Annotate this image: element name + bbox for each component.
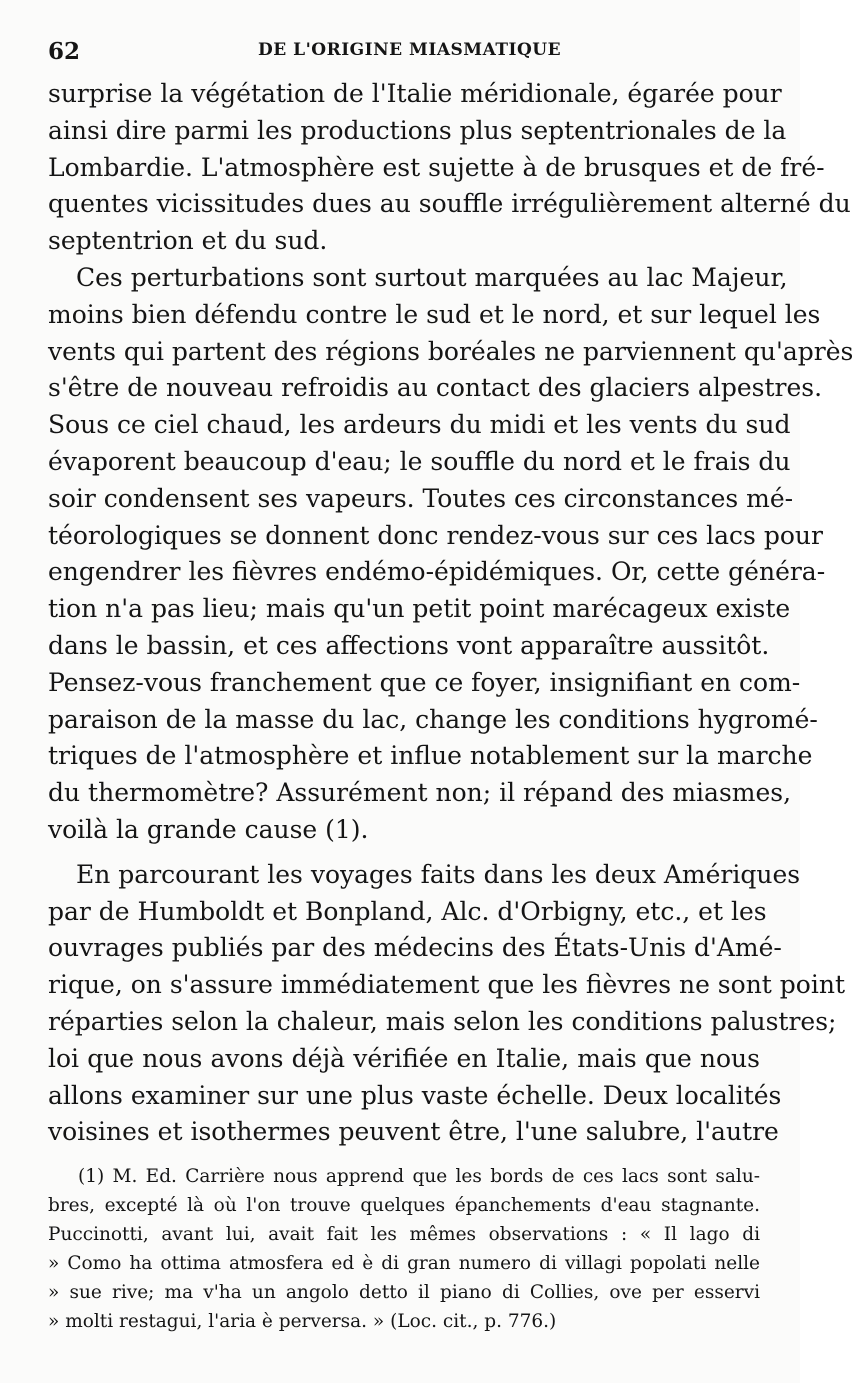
paragraph-gap bbox=[48, 849, 760, 857]
page-header bbox=[48, 30, 760, 70]
footnote-line: » molti restagui, l'aria è perversa. » (Loc. cit., p. 776.) bbox=[48, 1311, 557, 1332]
text-line: tion n'a pas lieu; mais qu'un petit point marécageux existe bbox=[48, 594, 791, 624]
text-line: loi que nous avons déjà vérifiée en Italie, mais que nous bbox=[48, 1043, 760, 1073]
text-line: s'être de nouveau refroidis au contact des glaciers alpestres. bbox=[48, 373, 823, 403]
footnote-line: » sue rive; ma v'ha un angolo detto il piano di Collies, ove per esservi bbox=[48, 1282, 760, 1303]
text-line: voilà la grande cause (1). bbox=[48, 814, 369, 844]
footnote-line: Puccinotti, avant lui, avait fait les mêmes observations : « Il lago di bbox=[48, 1224, 760, 1245]
text-line: Pensez-vous franchement que ce foyer, insignifiant en com- bbox=[48, 667, 801, 697]
text-line: Sous ce ciel chaud, les ardeurs du midi et les vents du sud bbox=[48, 410, 791, 440]
text-line: soir condensent ses vapeurs. Toutes ces circonstances mé- bbox=[48, 483, 794, 513]
text-line: vents qui partent des régions boréales ne parviennent qu'après bbox=[48, 336, 853, 366]
text-line: septentrion et du sud. bbox=[48, 226, 328, 256]
body-text bbox=[48, 76, 853, 1151]
page-number: 62 bbox=[48, 38, 81, 65]
text-line: évaporent beaucoup d'eau; le souffle du nord et le frais du bbox=[48, 446, 791, 476]
footnote-line: bres, excepté là où l'on trouve quelques épanchements d'eau stagnante. bbox=[48, 1195, 760, 1216]
text-line: paraison de la masse du lac, change les conditions hygromé- bbox=[48, 704, 818, 734]
text-line: dans le bassin, et ces affections vont apparaître aussitôt. bbox=[48, 630, 770, 660]
text-line: quentes vicissitudes dues au souffle irrégulièrement alterné du bbox=[48, 189, 851, 219]
footnote-line: (1) M. Ed. Carrière nous apprend que les bords de ces lacs sont salu- bbox=[78, 1166, 760, 1187]
text-line: ainsi dire parmi les productions plus septentrionales de la bbox=[48, 115, 787, 145]
text-line: téorologiques se donnent donc rendez-vous sur ces lacs pour bbox=[48, 520, 823, 550]
text-line: allons examiner sur une plus vaste échelle. Deux localités bbox=[48, 1080, 782, 1110]
text-line: Lombardie. L'atmosphère est sujette à de brusques et de fré- bbox=[48, 152, 825, 182]
text-line: engendrer les fièvres endémo-épidémiques. Or, cette généra- bbox=[48, 557, 826, 587]
text-line: du thermomètre? Assurément non; il répand des miasmes, bbox=[48, 778, 792, 808]
text-line: voisines et isothermes peuvent être, l'une salubre, l'autre bbox=[48, 1117, 779, 1147]
text-line: Ces perturbations sont surtout marquées au lac Majeur, bbox=[76, 262, 788, 292]
text-line: En parcourant les voyages faits dans les deux Amériques bbox=[76, 859, 801, 889]
text-line: surprise la végétation de l'Italie méridionale, égarée pour bbox=[48, 79, 782, 108]
text-line: ouvrages publiés par des médecins des États-Unis d'Amé- bbox=[48, 933, 782, 963]
running-title: DE L'ORIGINE MIASMATIQUE bbox=[258, 40, 562, 60]
text-line: par de Humboldt et Bonpland, Alc. d'Orbigny, etc., et les bbox=[48, 896, 767, 926]
text-line: réparties selon la chaleur, mais selon les conditions palustres; bbox=[48, 1006, 837, 1036]
text-line: moins bien défendu contre le sud et le nord, et sur lequel les bbox=[48, 299, 821, 329]
footnote bbox=[48, 1162, 760, 1336]
text-line: triques de l'atmosphère et influe notablement sur la marche bbox=[48, 741, 813, 771]
footnote-line: » Como ha ottima atmosfera ed è di gran numero di villagi popolati nelle bbox=[48, 1253, 760, 1274]
text-line: rique, on s'assure immédiatement que les fièvres ne sont point bbox=[48, 970, 845, 1000]
